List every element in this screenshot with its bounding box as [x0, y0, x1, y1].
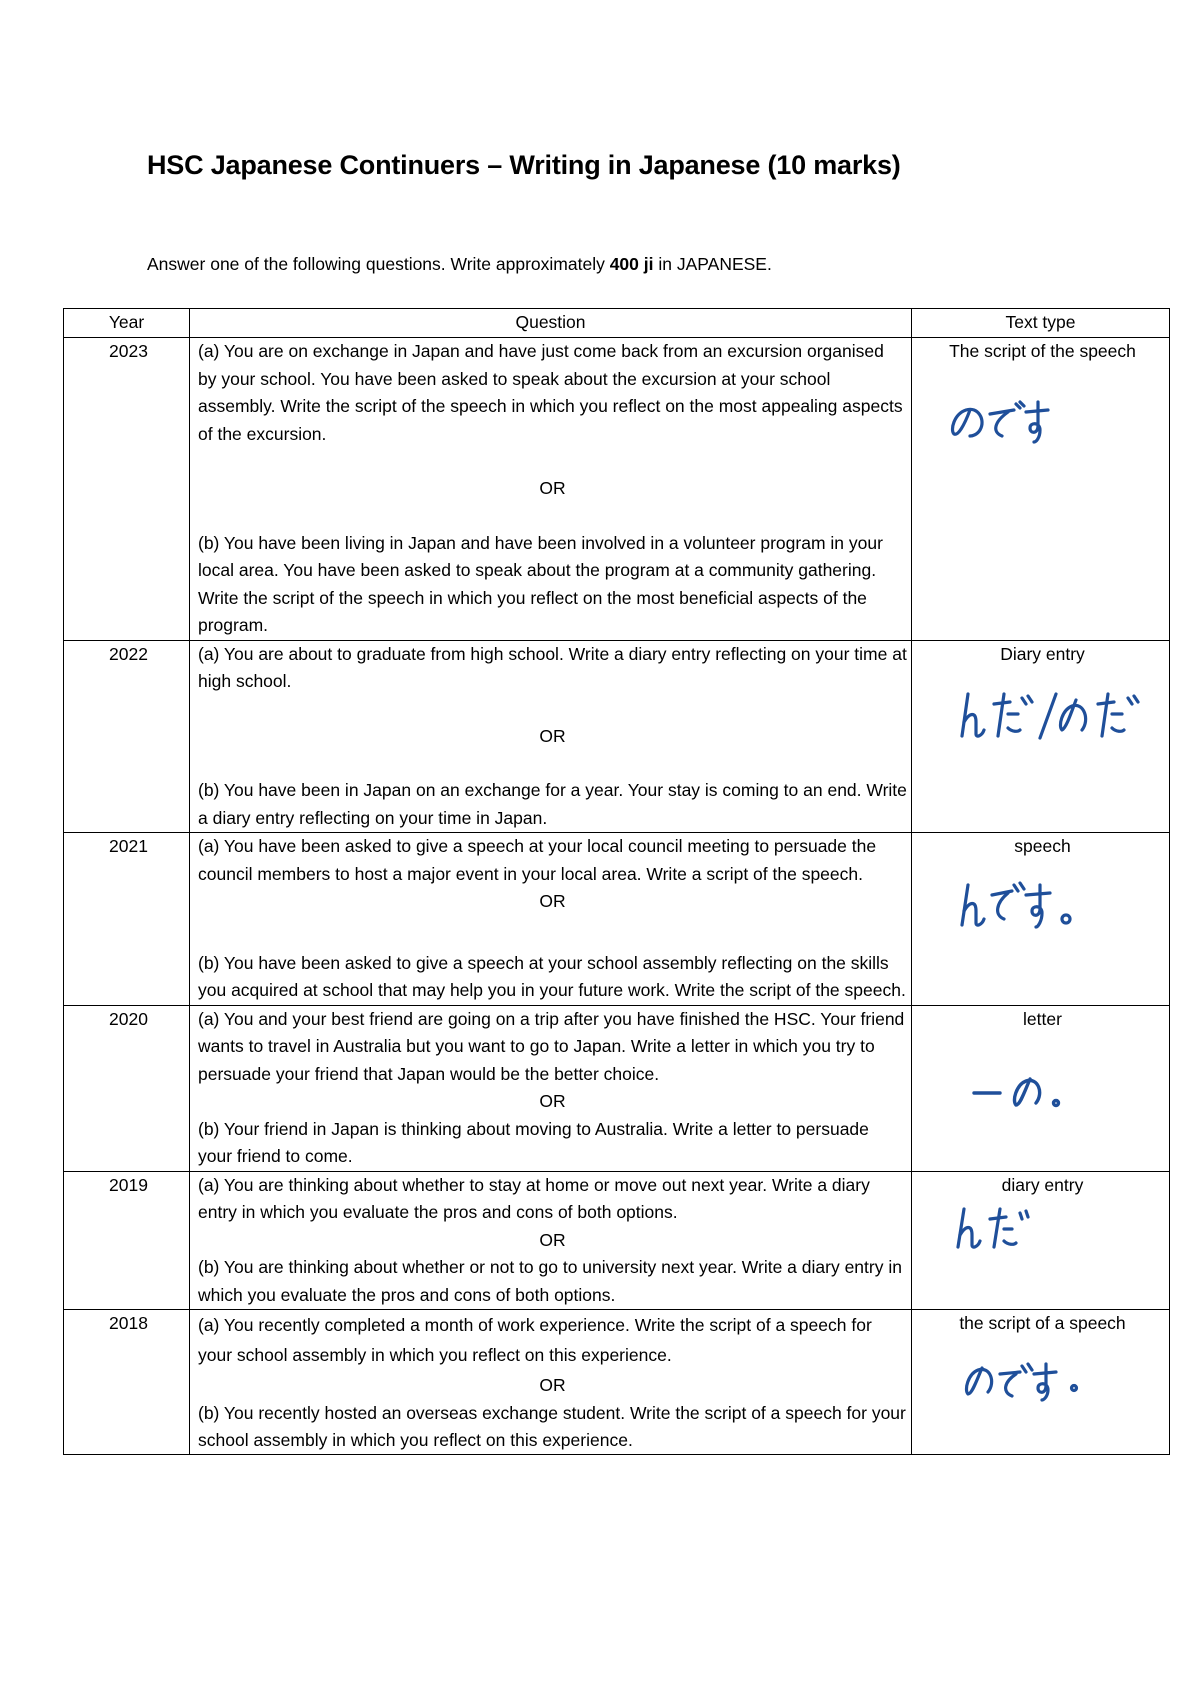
handwritten-note-drawing [956, 1207, 1056, 1251]
text-type-label: Diary entry [1000, 643, 1085, 664]
instructions-text: Answer one of the following questions. Write approximately [147, 254, 610, 274]
text-type-label: diary entry [1001, 1174, 1084, 1195]
year-cell: 2021 [64, 833, 190, 1006]
question-b: (b) Your friend in Japan is thinking about moving to Australia. Write a letter to persuade your friend to come. [198, 1118, 869, 1166]
question-a: (a) You are thinking about whether to stay at home or move out next year. Write a diary entry in which you evaluate the pros and cons of both options. [198, 1174, 870, 1222]
year-cell: 2019 [64, 1171, 190, 1310]
table-row [64, 1005, 1170, 1171]
text-type-cell [912, 1171, 1170, 1310]
question-a: (a) You are on exchange in Japan and have just come back from an excursion organised by your school. You have been asked to speak about the excursion at your school assembly. Write the script of the speech in which you reflect on the most appealing aspects of the excursion. [198, 341, 903, 444]
table-row [64, 640, 1170, 833]
handwritten-note-drawing [964, 1362, 1094, 1402]
text-type-cell [912, 833, 1170, 1006]
or-label: OR [539, 725, 566, 746]
handwritten-note [920, 1207, 1165, 1257]
text-type-cell [912, 1310, 1170, 1455]
text-type-cell [912, 338, 1170, 641]
text-type-label: The script of the speech [949, 341, 1136, 361]
question-cell [190, 640, 912, 833]
question-cell [190, 1310, 912, 1455]
text-type-cell [912, 640, 1170, 833]
instructions-text-end: in JAPANESE. [653, 254, 772, 274]
text-type-label: the script of a speech [959, 1313, 1126, 1333]
or-label: OR [539, 1375, 566, 1395]
instructions [147, 254, 772, 275]
or-label: OR [539, 478, 566, 498]
year-cell: 2023 [64, 338, 190, 641]
handwritten-note [920, 881, 1165, 941]
handwritten-note [920, 1073, 1165, 1133]
question-cell [190, 833, 912, 1006]
questions-table [63, 308, 1170, 1455]
page-title: HSC Japanese Continuers – Writing in Japanese (10 marks) [147, 150, 901, 180]
question-a: (a) You are about to graduate from high school. Write a diary entry reflecting on your time at high school. [198, 643, 907, 691]
table-row [64, 1310, 1170, 1455]
table-row [64, 1171, 1170, 1310]
handwritten-note-drawing [972, 1073, 1082, 1113]
handwritten-note [920, 1362, 1165, 1410]
question-b: (b) You have been living in Japan and have been involved in a volunteer program in your local area. You have been asked to speak about the program at a community gathering. Write the script of the speech in which you reflect on the most beneficial aspects of the program. [198, 532, 883, 635]
text-type-cell [912, 1005, 1170, 1171]
or-label: OR [539, 1229, 566, 1250]
instructions-emphasis: 400 ji [609, 254, 654, 274]
text-type-label: speech [1014, 836, 1071, 856]
handwritten-note-drawing [960, 881, 1090, 931]
handwritten-note-drawing [950, 396, 1050, 446]
year-cell: 2022 [64, 640, 190, 833]
question-b: (b) You have been in Japan on an exchange for a year. Your stay is coming to an end. Write a diary entry reflecting on your time in Japan. [198, 780, 907, 828]
year-cell: 2020 [64, 1005, 190, 1171]
handwritten-note [920, 690, 1165, 750]
question-cell [190, 338, 912, 641]
question-cell [190, 1005, 912, 1171]
or-label: OR [539, 1091, 566, 1111]
question-a: (a) You recently completed a month of work experience. Write the script of a speech for your school assembly in which you reflect on this experience. [198, 1315, 872, 1365]
text-type-label: letter [1023, 1008, 1062, 1029]
handwritten-note-drawing [960, 690, 1160, 744]
header-year: Year [64, 309, 190, 338]
or-label: OR [539, 891, 566, 911]
question-b: (b) You are thinking about whether or not to go to university next year. Write a diary entry in which you evaluate the pros and cons of both options. [198, 1257, 902, 1305]
question-b: (b) You recently hosted an overseas exchange student. Write the script of a speech for your school assembly in which you reflect on this experience. [198, 1403, 906, 1450]
year-cell: 2018 [64, 1310, 190, 1455]
question-a: (a) You and your best friend are going on a trip after you have finished the HSC. Your friend wants to travel in Australia but you want to go to Japan. Write a letter in which you try to persuade your friend that Japan would be the better choice. [198, 1008, 905, 1084]
table-row [64, 833, 1170, 1006]
table-row [64, 338, 1170, 641]
header-text-type: Text type [912, 309, 1170, 338]
table-header-row [64, 309, 1170, 338]
question-cell [190, 1171, 912, 1310]
header-question: Question [190, 309, 912, 338]
question-b: (b) You have been asked to give a speech at your school assembly reflecting on the skills you acquired at school that may help you in your future work. Write the script of the speech. [198, 952, 906, 1000]
handwritten-note [920, 396, 1165, 456]
question-a: (a) You have been asked to give a speech at your local council meeting to persuade the council members to host a major event in your local area. Write a script of the speech. [198, 836, 877, 884]
